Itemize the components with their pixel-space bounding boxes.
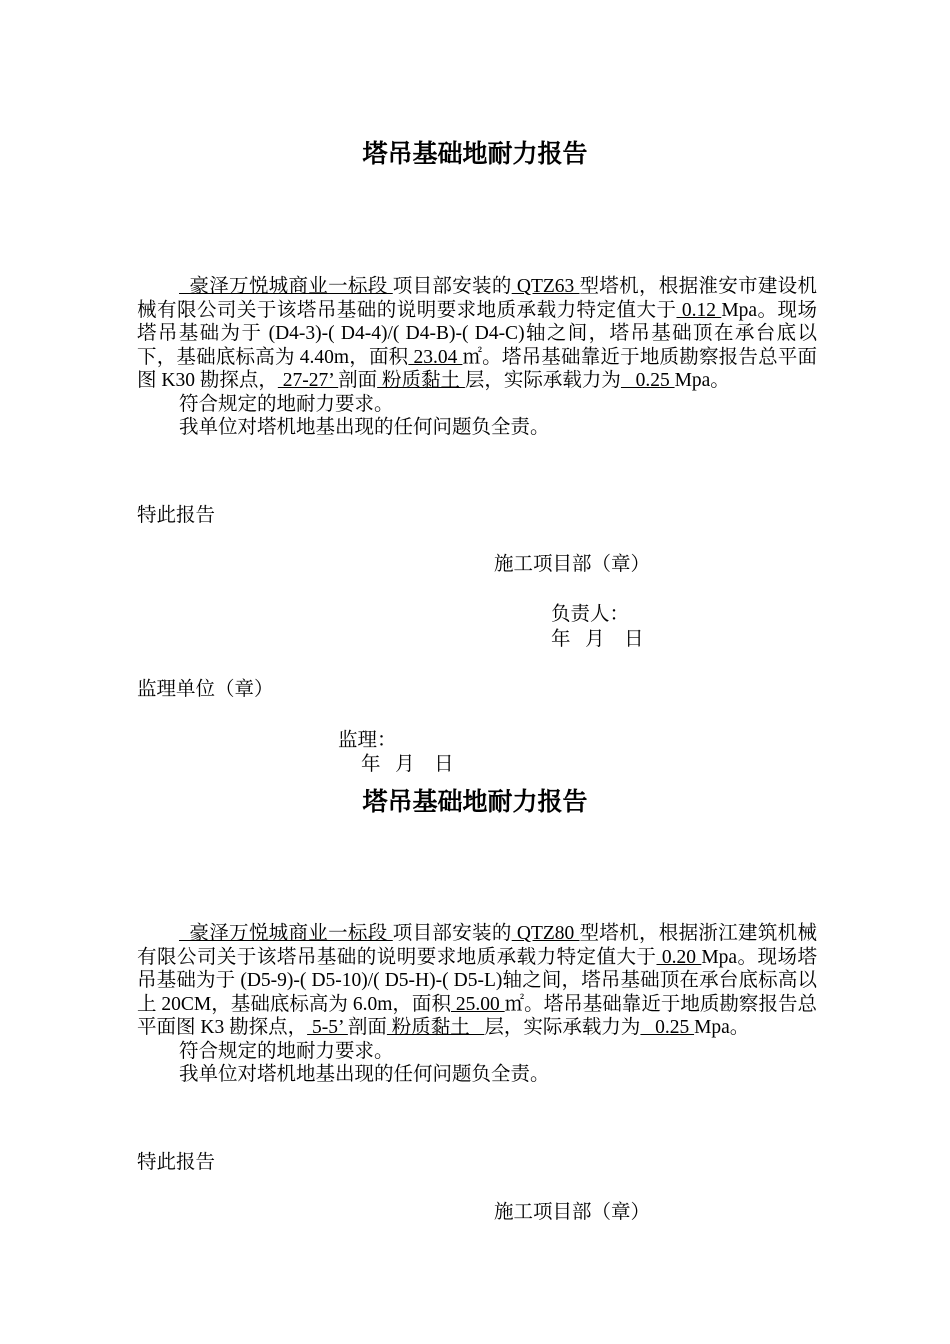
report-2-title: 塔吊基础地耐力报告 [362,787,588,816]
soil-type: 粉质黏土 [377,370,465,391]
project-name: 豪泽万悦城商业一标段 [179,923,393,944]
required-capacity: 0.12 [676,299,722,321]
crane-model: QTZ63 [511,276,580,297]
report-1-title: 塔吊基础地耐力报告 [362,139,588,168]
report-statement: 特此报告 [137,1152,216,1173]
report-2-body [137,922,817,1087]
contractor-seal: 施工项目部（章） [494,554,651,575]
crane-model: QTZ80 [511,923,580,944]
project-name: 豪泽万悦城商业一标段 [179,276,393,297]
responsibility-statement: 我单位对塔机地基出现的任何问题负全责。 [179,417,550,438]
person-in-charge: 负责人： [551,604,630,625]
text-segment: 型塔机，根据淮安市建设机械有限公司关于该塔吊基础的说明要求地质承载力特定值大于 [137,276,817,321]
report-2-main-paragraph [137,922,817,1040]
conform-statement: 符合规定的地耐力要求。 [179,1040,394,1062]
report-statement: 特此报告 [137,505,216,526]
section-id: 27-27’ [277,370,339,391]
text-segment: 层，实际承载力为 [464,370,621,391]
conform-statement: 符合规定的地耐力要求。 [179,393,394,415]
text-segment: ㎡。塔吊基础靠近于地质勘察报告总平面图 K30 勘探点， [137,346,817,391]
required-capacity: 0.20 [656,946,702,968]
text-segment: 剖面 [338,370,378,391]
text-segment: 剖面 [347,1017,387,1038]
text-segment: 项目部安装的 [392,276,512,297]
report-1-main-paragraph [137,275,817,393]
text-segment: Mpa。现场塔吊基础为于 (D5-9)-( D5-10)/( D5-H)-( D5-L)轴之间，塔吊基础顶在承台底标高以上 20CM，基础底标高为 6.0m，面积 [137,946,817,1015]
actual-capacity: 0.25 [620,370,675,391]
text-segment: 层，实际承载力为 [484,1017,641,1038]
supervisor-date-line: 年 月 日 [361,754,454,775]
text-segment: Mpa。 [674,370,730,391]
date-line: 年 月 日 [551,629,644,650]
responsibility-statement: 我单位对塔机地基出现的任何问题负全责。 [179,1064,550,1085]
supervisor-unit-seal: 监理单位（章） [137,679,274,700]
actual-capacity: 0.25 [640,1017,695,1038]
foundation-area: 25.00 [450,993,505,1015]
section-id: 5-5’ [307,1017,348,1038]
foundation-area: 23.04 [408,346,463,368]
text-segment: 型塔机，根据浙江建筑机械有限公司关于该塔吊基础的说明要求地质承载力特定值大于 [137,923,817,968]
text-segment: 项目部安装的 [392,923,512,944]
text-segment: ㎡。塔吊基础靠近于地质勘察报告总平面图 K3 勘探点， [137,993,817,1038]
soil-type: 粉质黏土 [386,1017,485,1038]
contractor-seal: 施工项目部（章） [494,1202,651,1223]
report-1-body [137,275,817,440]
text-segment: Mpa。现场塔吊基础为于 (D4-3)-( D4-4)/( D4-B)-( D4-C)轴之间，塔吊基础顶在承台底以下，基础底标高为 4.40m，面积 [137,299,817,368]
supervisor-label: 监理： [338,730,397,751]
text-segment: Mpa。 [694,1017,750,1038]
